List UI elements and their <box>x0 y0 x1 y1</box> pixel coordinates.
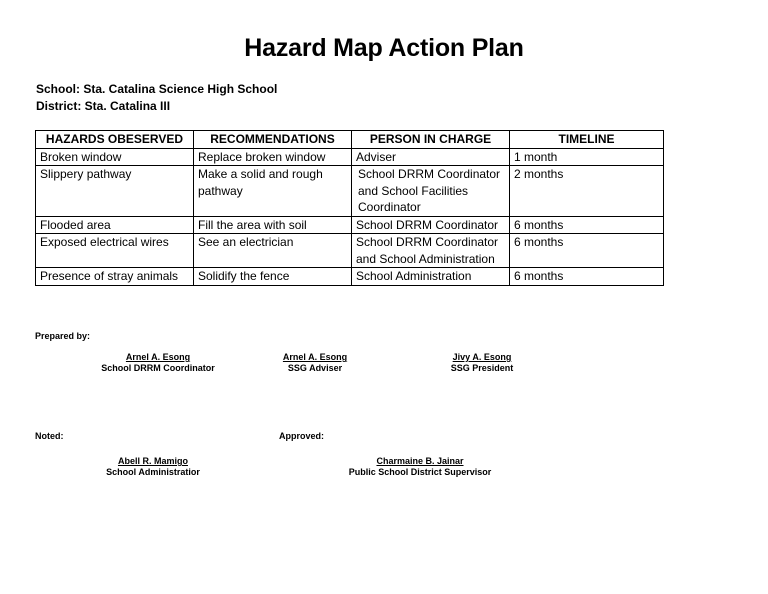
table-row <box>36 148 664 166</box>
cell-person: School DRRM Coordinator <box>352 216 510 234</box>
cell-timeline: 2 months <box>510 166 664 217</box>
cell-person: School DRRM Coordinator and School Administration <box>352 234 510 268</box>
signatory-ssg-president <box>437 352 527 373</box>
cell-timeline: 6 months <box>510 268 664 286</box>
table-row <box>36 216 664 234</box>
cell-timeline: 1 month <box>510 148 664 166</box>
cell-recommendation: Make a solid and rough pathway <box>194 166 352 217</box>
signatory-name: Charmaine B. Jainar <box>376 456 464 466</box>
action-plan-table <box>35 130 664 286</box>
header-person-in-charge: PERSON IN CHARGE <box>352 131 510 149</box>
cell-person: School Administration <box>352 268 510 286</box>
cell-person: School DRRM Coordinator and School Facilities Coordinator <box>352 166 510 217</box>
table-row <box>36 166 664 217</box>
school-line: School: Sta. Catalina Science High School <box>36 82 278 96</box>
signatory-name: Arnel A. Esong <box>125 352 191 362</box>
signatory-name: Jivy A. Esong <box>452 352 512 362</box>
cell-recommendation: Fill the area with soil <box>194 216 352 234</box>
cell-hazard: Flooded area <box>36 216 194 234</box>
table-header-row <box>36 131 664 149</box>
signatory-role: SSG President <box>450 363 514 373</box>
approved-label: Approved: <box>279 431 324 441</box>
document-title: Hazard Map Action Plan <box>244 34 524 62</box>
signatory-name: Abell R. Mamigo <box>117 456 188 466</box>
cell-hazard: Slippery pathway <box>36 166 194 217</box>
signatory-role: SSG Adviser <box>287 363 343 373</box>
cell-hazard: Presence of stray animals <box>36 268 194 286</box>
cell-hazard: Broken window <box>36 148 194 166</box>
prepared-by-label: Prepared by: <box>35 331 91 341</box>
noted-label: Noted: <box>35 431 64 441</box>
header-recommendations: RECOMMENDATIONS <box>194 131 352 149</box>
cell-recommendation: See an electrician <box>194 234 352 268</box>
table-row <box>36 234 664 268</box>
signatory-ssg-adviser <box>265 352 365 373</box>
signatory-district-supervisor <box>335 456 505 477</box>
signatory-role: School Administratior <box>106 467 200 477</box>
cell-timeline: 6 months <box>510 234 664 268</box>
cell-hazard: Exposed electrical wires <box>36 234 194 268</box>
header-timeline: TIMELINE <box>510 131 664 149</box>
signatory-drrm-coordinator <box>93 352 223 373</box>
table-row <box>36 268 664 286</box>
cell-timeline: 6 months <box>510 216 664 234</box>
signatory-role: School DRRM Coordinator <box>101 363 215 373</box>
cell-recommendation: Replace broken window <box>194 148 352 166</box>
cell-person: Adviser <box>352 148 510 166</box>
signatory-school-administrator <box>88 456 218 477</box>
cell-recommendation: Solidify the fence <box>194 268 352 286</box>
header-hazards: HAZARDS OBESERVED <box>36 131 194 149</box>
signatory-name: Arnel A. Esong <box>282 352 348 362</box>
signatory-role: Public School District Supervisor <box>348 467 492 477</box>
district-line: District: Sta. Catalina III <box>36 99 171 113</box>
